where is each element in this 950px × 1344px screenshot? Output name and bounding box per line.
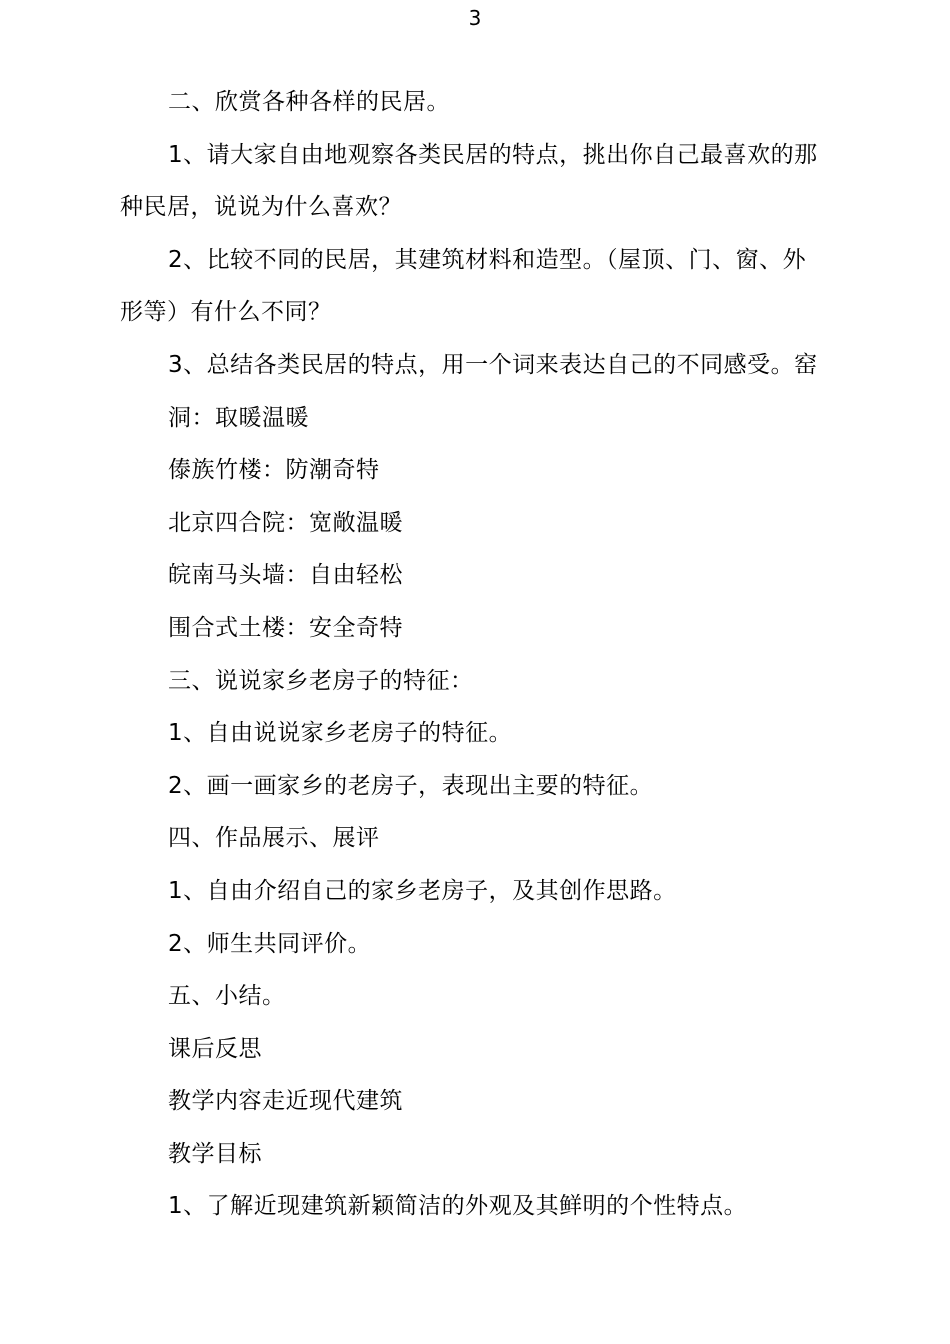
- paragraph-item-1-continuation: 种民居，说说为什么喜欢？: [120, 194, 402, 221]
- paragraph-item-1-first-line: 1、请大家自由地观察各类民居的特点，挑出你自己最喜欢的那: [168, 141, 818, 168]
- dwelling-feature-bamboo-house: 傣族竹楼：防潮奇特: [168, 457, 380, 484]
- paragraph-item-2-first-line: 2、比较不同的民居，其建筑材料和造型。（屋顶、门、窗、外: [168, 246, 807, 273]
- section-heading-hometown-houses: 三、说说家乡老房子的特征：: [168, 667, 474, 694]
- dwelling-feature-horse-head-wall: 皖南马头墙：自由轻松: [168, 562, 403, 589]
- list-item: 2、师生共同评价。: [168, 930, 372, 957]
- list-item: 1、自由说说家乡老房子的特征。: [168, 720, 513, 747]
- heading-teaching-goals: 教学目标: [168, 1140, 262, 1167]
- heading-reflection: 课后反思: [168, 1035, 262, 1062]
- dwelling-feature-tulou: 围合式土楼：安全奇特: [168, 614, 403, 641]
- section-heading-work-display: 四、作品展示、展评: [168, 825, 380, 852]
- heading-teaching-content: 教学内容走近现代建筑: [168, 1088, 403, 1115]
- dwelling-feature-cave: 洞：取暖温暖: [168, 404, 309, 431]
- list-item: 1、了解近现建筑新颖简洁的外观及其鲜明的个性特点。: [168, 1193, 748, 1220]
- page-number: 3: [468, 6, 482, 30]
- list-item: 1、自由介绍自己的家乡老房子，及其创作思路。: [168, 877, 677, 904]
- paragraph-item-3-first-line: 3、总结各类民居的特点，用一个词来表达自己的不同感受。窑: [168, 351, 818, 378]
- list-item: 2、画一画家乡的老房子，表现出主要的特征。: [168, 772, 654, 799]
- section-heading-summary: 五、小结。: [168, 983, 286, 1010]
- dwelling-feature-siheyuan: 北京四合院：宽敞温暖: [168, 509, 403, 536]
- paragraph-item-2-continuation: 形等）有什么不同？: [120, 299, 332, 326]
- document-body: [120, 76, 830, 1233]
- section-heading-appreciate-dwellings: 二、欣赏各种各样的民居。: [168, 89, 450, 115]
